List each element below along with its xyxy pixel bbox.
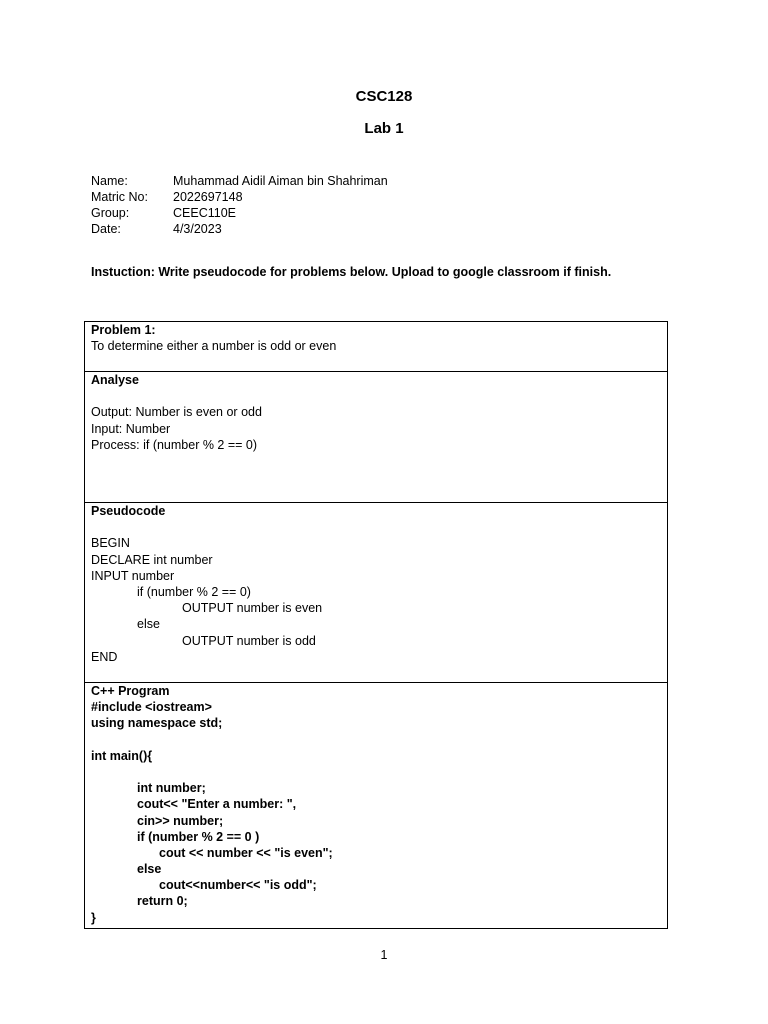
instruction-text: Instuction: Write pseudocode for problems below. Upload to google classroom if finish. bbox=[91, 265, 612, 279]
info-row-matric bbox=[91, 189, 388, 205]
code-line: if (number % 2 == 0 ) bbox=[137, 829, 260, 844]
pseudocode-line: else bbox=[137, 617, 160, 632]
course-title: CSC128 bbox=[355, 88, 413, 105]
code-line: cout << number << "is even"; bbox=[159, 845, 333, 860]
info-value: 4/3/2023 bbox=[173, 222, 222, 236]
info-label: Name: bbox=[91, 174, 128, 188]
info-row-date bbox=[91, 221, 388, 237]
code-line: int main(){ bbox=[91, 748, 153, 763]
lab-title: Lab 1 bbox=[364, 120, 404, 137]
info-row-group bbox=[91, 205, 388, 221]
code-line: else bbox=[137, 862, 162, 877]
info-value: Muhammad Aidil Aiman bin Shahriman bbox=[173, 174, 388, 188]
analyse-input: Input: Number bbox=[91, 421, 171, 436]
info-label: Group: bbox=[91, 206, 130, 220]
problem-text: To determine either a number is odd or even bbox=[91, 339, 337, 354]
pseudocode-line: INPUT number bbox=[91, 568, 175, 583]
problem-heading: Problem 1: bbox=[91, 323, 156, 337]
info-row-name bbox=[91, 173, 388, 189]
problem-cell bbox=[85, 322, 667, 372]
code-line: #include <iostream> bbox=[91, 700, 212, 715]
pseudocode-line: OUTPUT number is odd bbox=[182, 633, 316, 648]
info-label: Matric No: bbox=[91, 190, 148, 204]
pseudocode-heading: Pseudocode bbox=[91, 504, 166, 518]
pseudocode-line: OUTPUT number is even bbox=[182, 601, 323, 616]
code-line: cout<< "Enter a number: ", bbox=[137, 797, 297, 812]
pseudocode-line: if (number % 2 == 0) bbox=[137, 584, 251, 599]
code-line: return 0; bbox=[137, 894, 188, 909]
analyse-process: Process: if (number % 2 == 0) bbox=[91, 437, 258, 452]
student-info bbox=[91, 173, 388, 237]
program-cell bbox=[85, 683, 667, 928]
problem-table bbox=[84, 321, 668, 929]
analyse-cell bbox=[85, 372, 667, 503]
pseudocode-cell bbox=[85, 503, 667, 683]
code-line: cout<<number<< "is odd"; bbox=[159, 878, 317, 893]
code-line: using namespace std; bbox=[91, 716, 223, 731]
page-number: 1 bbox=[380, 948, 388, 962]
pseudocode-line: DECLARE int number bbox=[91, 552, 213, 567]
pseudocode-line: END bbox=[91, 649, 118, 664]
code-line: } bbox=[91, 910, 96, 925]
info-value: CEEC110E bbox=[173, 206, 236, 220]
code-line: int number; bbox=[137, 781, 206, 796]
code-line: cin>> number; bbox=[137, 813, 224, 828]
info-value: 2022697148 bbox=[173, 190, 243, 204]
info-label: Date: bbox=[91, 222, 121, 236]
program-heading: C++ Program bbox=[91, 684, 170, 698]
analyse-output: Output: Number is even or odd bbox=[91, 405, 262, 420]
pseudocode-line: BEGIN bbox=[91, 536, 130, 551]
analyse-heading: Analyse bbox=[91, 373, 139, 387]
